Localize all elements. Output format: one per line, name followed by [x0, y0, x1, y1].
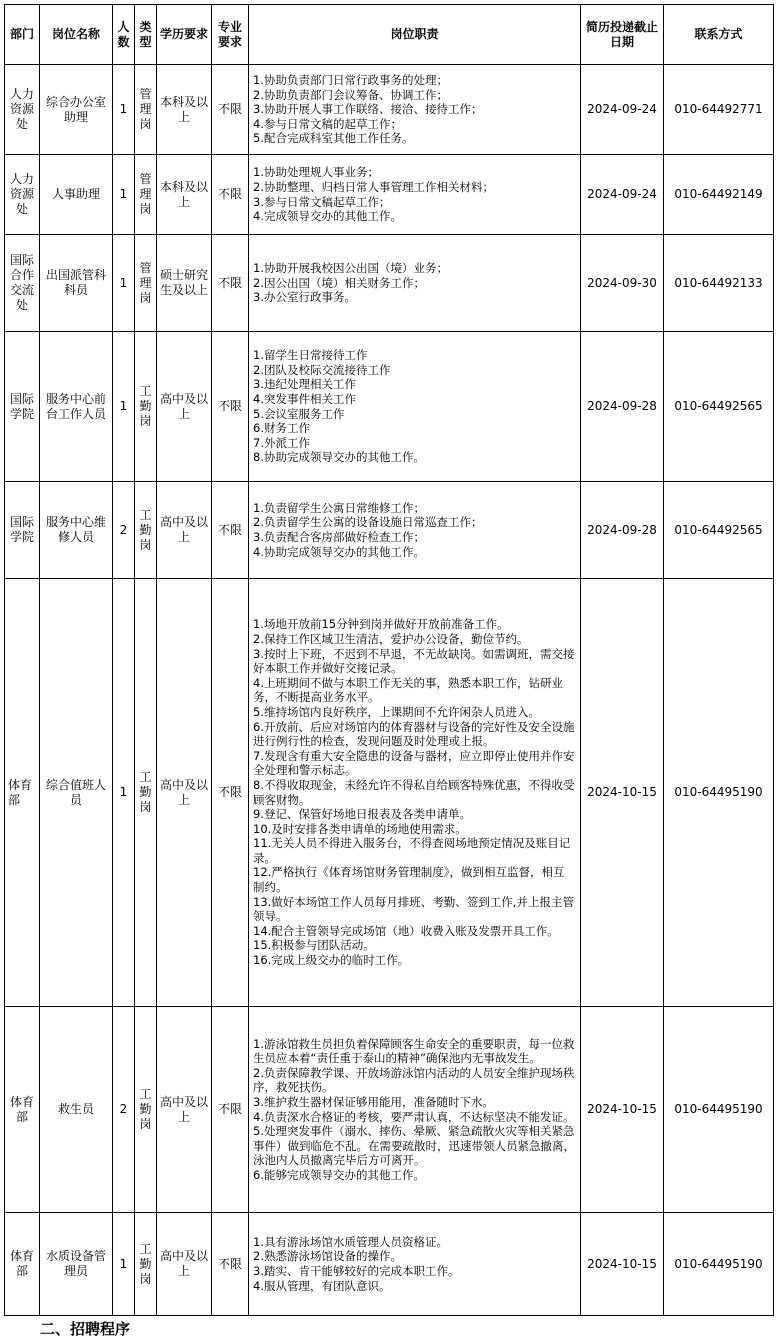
education-cell: 本科及以上	[157, 65, 212, 155]
duty-item: 3.参与日常文稿起草工作；	[253, 194, 391, 209]
title-cell: 人事助理	[40, 155, 113, 235]
duty-item: 2.因公出国（境）相关财务工作；	[253, 275, 425, 290]
duties-cell	[249, 579, 581, 1007]
count-cell: 1	[113, 155, 135, 235]
deadline-cell: 2024-10-15	[581, 1007, 664, 1213]
duty-item: 11.无关人员不得进入服务台，不得查阅场地预定情况及账目记录。	[253, 836, 571, 865]
major-cell: 不限	[212, 482, 249, 579]
dept-cell: 国际合作交流处	[5, 235, 40, 332]
duties-cell	[249, 482, 581, 579]
education-cell: 高中及以上	[157, 482, 212, 579]
dept-cell: 国际学院	[5, 482, 40, 579]
duty-item: 8.协助完成领导交办的其他工作。	[253, 450, 425, 465]
duty-item: 1.负责留学生公寓日常维修工作；	[253, 500, 425, 515]
table-row	[5, 155, 774, 235]
count-cell: 2	[113, 1007, 135, 1213]
count-cell: 1	[113, 65, 135, 155]
duty-item: 2.熟悉游泳场馆设备的操作。	[253, 1249, 402, 1264]
table-row	[5, 482, 774, 579]
duty-item: 4.突发事件相关工作	[253, 391, 356, 406]
contact-cell: 010-64495190	[664, 1213, 774, 1316]
duty-item: 6.财务工作	[253, 421, 310, 436]
job-table	[4, 4, 774, 1316]
table-row	[5, 65, 774, 155]
header-count: 人数	[113, 5, 135, 65]
duty-item: 4.负责深水合格证的考核，要严肃认真，不达标坚决不能发证。	[253, 1109, 575, 1124]
count-cell: 2	[113, 482, 135, 579]
deadline-cell: 2024-10-15	[581, 1213, 664, 1316]
count-cell: 1	[113, 1213, 135, 1316]
duty-item: 14.配合主管领导完成场馆（地）收费入账及发票开具工作。	[253, 923, 559, 938]
deadline-cell: 2024-09-24	[581, 155, 664, 235]
dept-cell: 体育部	[5, 1213, 40, 1316]
contact-cell: 010-64492771	[664, 65, 774, 155]
contact-cell: 010-64492565	[664, 332, 774, 482]
contact-cell: 010-64492565	[664, 482, 774, 579]
duties-cell	[249, 235, 581, 332]
major-cell: 不限	[212, 1007, 249, 1213]
duties-cell	[249, 65, 581, 155]
duty-item: 3.负责配合客房部做好检查工作；	[253, 530, 425, 544]
type-cell: 管理岗	[135, 235, 157, 332]
header-row	[5, 5, 774, 65]
dept-cell: 体育部	[5, 579, 40, 1007]
duties-cell	[249, 1213, 581, 1316]
duty-item: 12.严格执行《体育场馆财务管理制度》，做到相互监督，相互制约。	[253, 865, 565, 895]
duty-item: 3.违纪处理相关工作	[253, 377, 356, 392]
header-duties: 岗位职责	[249, 5, 581, 65]
major-cell: 不限	[212, 579, 249, 1007]
count-cell: 1	[113, 332, 135, 482]
duty-item: 5.会议室服务工作	[253, 406, 345, 421]
duty-item: 7.发现含有重大安全隐患的设备与器材，应立即停止使用并作安全处理和警示标志。	[253, 748, 575, 778]
duty-item: 1.具有游泳场馆水质管理人员资格证。	[253, 1234, 448, 1249]
duty-item: 4.服从管理，有团队意识。	[253, 1278, 391, 1293]
type-cell: 工勤岗	[135, 579, 157, 1007]
duty-item: 5.配合完成科室其他工作任务。	[253, 131, 414, 146]
header-major: 专业要求	[212, 5, 249, 65]
contact-cell: 010-64492133	[664, 235, 774, 332]
table-row	[5, 579, 774, 1007]
contact-cell: 010-64492149	[664, 155, 774, 235]
table-body	[5, 65, 774, 1316]
deadline-cell: 2024-10-15	[581, 579, 664, 1007]
contact-cell: 010-64495190	[664, 1007, 774, 1213]
duty-item: 16.完成上级交办的临时工作。	[253, 953, 410, 968]
deadline-cell: 2024-09-28	[581, 482, 664, 579]
duty-item: 7.外派工作	[253, 435, 310, 450]
table-row	[5, 1007, 774, 1213]
duty-item: 3.维护救生器材保证够用能用，准备随时下水。	[253, 1094, 494, 1109]
duty-item: 2.协助负责部门会议筹备、协调工作；	[253, 87, 448, 102]
title-cell: 综合值班人员	[40, 579, 113, 1007]
section-title: 二、招聘程序	[40, 1320, 131, 1338]
type-cell: 工勤岗	[135, 1213, 157, 1316]
count-cell: 1	[113, 579, 135, 1007]
dept-cell: 人力资源处	[5, 65, 40, 155]
duty-item: 13.做好本场馆工作人员每月排班、考勤、签到工作,并上报主管领导。	[253, 894, 574, 924]
header-education: 学历要求	[157, 5, 212, 65]
dept-cell: 国际学院	[5, 332, 40, 482]
duty-item: 2.负责留学生公寓的设备设施日常巡查工作；	[253, 515, 483, 530]
header-type: 类型	[135, 5, 157, 65]
deadline-cell: 2024-09-24	[581, 65, 664, 155]
duty-item: 4.协助完成领导交办的其他工作。	[253, 544, 425, 559]
education-cell: 高中及以上	[157, 332, 212, 482]
duty-item: 1.协助处理规人事业务；	[253, 165, 379, 180]
duty-item: 2.团队及校际交流接待工作	[253, 362, 391, 377]
type-cell: 工勤岗	[135, 332, 157, 482]
duty-item: 3.踏实、肯干能够较好的完成本职工作。	[253, 1264, 460, 1278]
duty-item: 3.办公室行政事务。	[253, 290, 356, 305]
duties-cell	[249, 332, 581, 482]
deadline-cell: 2024-09-28	[581, 332, 664, 482]
duty-item: 2.协助整理、归档日常人事管理工作相关材料；	[253, 179, 494, 194]
type-cell: 管理岗	[135, 65, 157, 155]
duty-item: 1.留学生日常接待工作	[253, 348, 368, 363]
duty-item: 10.及时安排各类申请单的场地使用需求。	[253, 821, 467, 836]
education-cell: 高中及以上	[157, 579, 212, 1007]
duty-item: 4.上班期间不做与本职工作无关的事，熟悉本职工作，钻研业务，不断提高业务水平。	[253, 675, 563, 705]
header-dept: 部门	[5, 5, 40, 65]
header-contact: 联系方式	[664, 5, 774, 65]
education-cell: 硕士研究生及以上	[157, 235, 212, 332]
education-cell: 高中及以上	[157, 1213, 212, 1316]
dept-cell: 人力资源处	[5, 155, 40, 235]
duty-item: 2.保持工作区域卫生清洁，爱护办公设备，勤俭节约。	[253, 631, 529, 646]
major-cell: 不限	[212, 1213, 249, 1316]
education-cell: 本科及以上	[157, 155, 212, 235]
major-cell: 不限	[212, 65, 249, 155]
education-cell: 高中及以上	[157, 1007, 212, 1213]
duty-item: 4.参与日常文稿的起草工作；	[253, 116, 402, 131]
duty-item: 9.登记、保管好场地日报表及各类申请单。	[253, 807, 471, 822]
deadline-cell: 2024-09-30	[581, 235, 664, 332]
title-cell: 综合办公室助理	[40, 65, 113, 155]
contact-cell: 010-64495190	[664, 579, 774, 1007]
duty-item: 1.协助开展我校因公出国（境）业务；	[253, 261, 448, 276]
table-row	[5, 332, 774, 482]
title-cell: 救生员	[40, 1007, 113, 1213]
duty-item: 4.完成领导交办的其他工作。	[253, 209, 402, 224]
title-cell: 服务中心前台工作人员	[40, 332, 113, 482]
duty-item: 3.按时上下班，不迟到不早退，不无故缺岗。如需调班，需交接好本职工作并做好交接记录。	[253, 646, 575, 676]
type-cell: 工勤岗	[135, 482, 157, 579]
count-cell: 1	[113, 235, 135, 332]
table-row	[5, 235, 774, 332]
duty-item: 6.能够完成领导交办的其他工作。	[253, 1167, 425, 1182]
header-deadline: 简历投递截止日期	[581, 5, 664, 65]
duty-item: 1.协助负责部门日常行政事务的处理；	[253, 73, 448, 88]
header-title: 岗位名称	[40, 5, 113, 65]
duty-item: 15.积极参与团队活动。	[253, 938, 375, 953]
duty-item: 1.游泳馆救生员担负着保障顾客生命安全的重要职责，每一位救生员应本着“责任重于泰山的精神”确保池内无事故发生。	[253, 1036, 575, 1066]
dept-cell: 体育部	[5, 1007, 40, 1213]
title-cell: 水质设备管理员	[40, 1213, 113, 1316]
type-cell: 工勤岗	[135, 1007, 157, 1213]
duty-item: 8.不得收取现金，未经允许不得私自给顾客特殊优惠，不得收受顾客财物。	[253, 777, 575, 807]
duty-item: 5.维持场馆内良好秩序，上课期间不允许闲杂人员进入。	[253, 704, 540, 719]
major-cell: 不限	[212, 235, 249, 332]
duty-item: 2.负责保障教学课、开放场游泳馆内活动的人员安全维护现场秩序，救死扶伤。	[253, 1065, 575, 1095]
duties-cell	[249, 155, 581, 235]
duties-cell	[249, 1007, 581, 1213]
major-cell: 不限	[212, 155, 249, 235]
title-cell: 服务中心维修人员	[40, 482, 113, 579]
major-cell: 不限	[212, 332, 249, 482]
title-cell: 出国派管科科员	[40, 235, 113, 332]
duty-item: 5.处理突发事件（溺水、摔伤、晕厥、紧急疏散火灾等相关紧急事件）做到临危不乱。在需要疏散时，迅速带领人员紧急撤离，泳池内人员撤离完毕后方可离开。	[253, 1124, 575, 1168]
type-cell: 管理岗	[135, 155, 157, 235]
duty-item: 1.场地开放前15分钟到岗并做好开放前准备工作。	[253, 617, 509, 632]
duty-item: 6.开放前、后应对场馆内的体育器材与设备的完好性及安全设施进行例行性的检查，发现问题及时处理或上报。	[253, 719, 575, 749]
duty-item: 3.协助开展人事工作联络、接洽、接待工作；	[253, 102, 483, 117]
table-row	[5, 1213, 774, 1316]
